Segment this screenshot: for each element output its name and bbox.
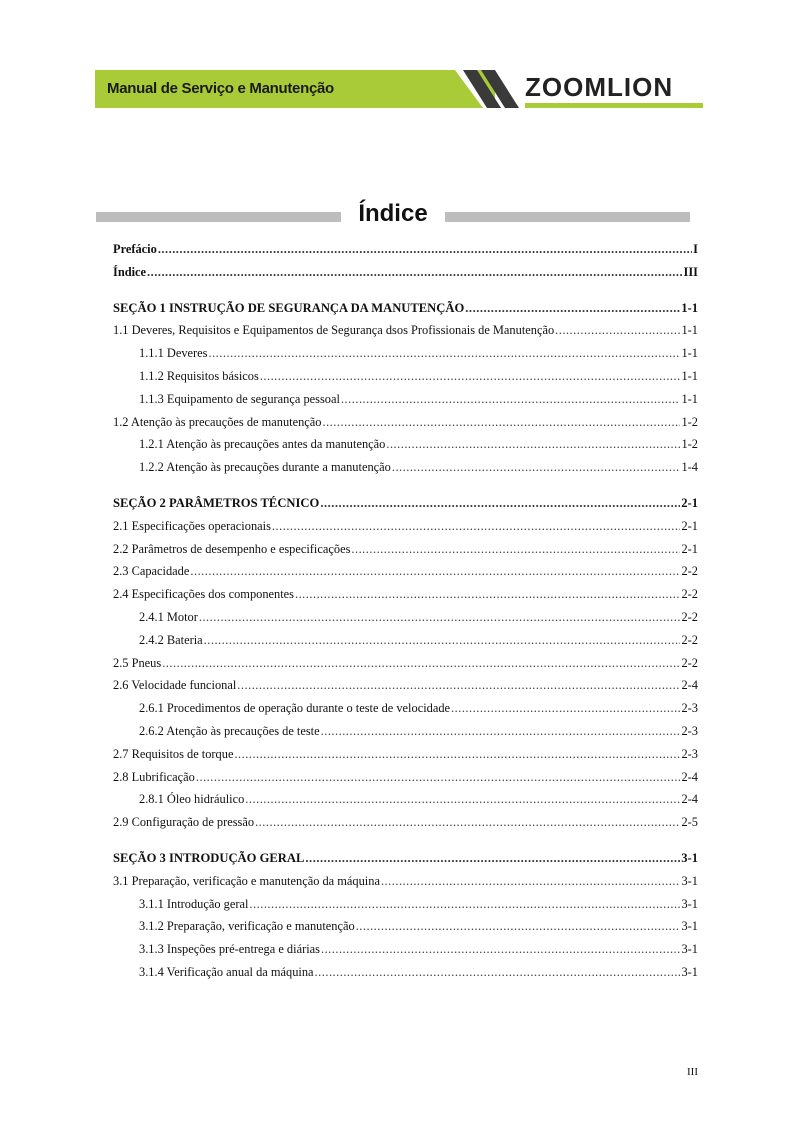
toc-entry-page: 2-2	[681, 564, 698, 579]
toc-leader-dots	[351, 542, 680, 557]
brand-name: ZOOMLION	[525, 72, 674, 102]
toc-leader-dots	[386, 437, 680, 452]
toc-entry-label: 2.6 Velocidade funcional	[113, 678, 237, 693]
toc-entry[interactable]	[113, 392, 698, 415]
toc-entry-page: 2-4	[681, 769, 698, 784]
toc-entry[interactable]	[113, 815, 698, 838]
toc-entry-label: 2.5 Pneus	[113, 655, 162, 670]
toc-entry[interactable]	[113, 747, 698, 770]
toc-entry-page: 1-1	[681, 368, 698, 383]
toc-leader-dots	[305, 851, 680, 866]
toc-entry[interactable]	[113, 242, 698, 265]
toc-entry-label: 2.8 Lubrificação	[113, 769, 195, 784]
toc-entry[interactable]	[113, 678, 698, 701]
toc-entry-label: 3.1.2 Preparação, verificação e manutenção	[139, 919, 355, 934]
toc-entry[interactable]	[113, 265, 698, 288]
toc-leader-dots	[162, 656, 680, 671]
toc-leader-dots	[204, 633, 681, 648]
toc-entry[interactable]	[113, 610, 698, 633]
toc-entry-label: 1.2 Atenção às precauções de manutenção	[113, 414, 322, 429]
toc-entry-page: 1-1	[681, 300, 698, 315]
toc-entry-page: 1-2	[681, 414, 698, 429]
toc-leader-dots	[465, 301, 680, 316]
toc-entry[interactable]	[113, 496, 698, 519]
toc-entry-page: 3-1	[681, 964, 698, 979]
toc-entry-page: 2-3	[681, 746, 698, 761]
toc-leader-dots	[381, 874, 681, 889]
toc-entry-label: 2.4.2 Bateria	[139, 632, 203, 647]
toc-entry-page: 1-1	[681, 391, 698, 406]
toc-entry-label: 2.2 Parâmetros de desempenho e especificações	[113, 541, 351, 556]
toc-entry-page: 2-3	[681, 723, 698, 738]
toc-entry[interactable]	[113, 701, 698, 724]
toc-entry-page: 3-1	[681, 896, 698, 911]
toc-entry-page: 1-1	[681, 323, 698, 338]
toc-entry-label: 1.1.3 Equipamento de segurança pessoal	[139, 391, 340, 406]
toc-leader-dots	[199, 610, 681, 625]
toc-entry-label: Índice	[113, 264, 147, 279]
toc-entry-label: 3.1.4 Verificação anual da máquina	[139, 964, 314, 979]
toc-leader-dots	[255, 815, 680, 830]
toc-entry-page: 2-4	[681, 792, 698, 807]
toc-entry-page: 1-4	[681, 460, 698, 475]
toc-entry-page: 2-2	[681, 632, 698, 647]
toc-entry-label: 1.2.2 Atenção às precauções durante a manutenção	[139, 460, 391, 475]
toc-entry[interactable]	[113, 519, 698, 542]
toc-entry-page: 3-1	[681, 850, 698, 865]
toc-entry-label: 3.1.1 Introdução geral	[139, 896, 249, 911]
page-number: III	[687, 1066, 698, 1078]
toc-leader-dots	[158, 242, 692, 257]
toc-entry-label: Prefácio	[113, 242, 157, 256]
header-title: Manual de Serviço e Manutenção	[107, 80, 334, 97]
toc-entry-page: 2-3	[681, 701, 698, 716]
toc-entry[interactable]	[113, 965, 698, 988]
toc-leader-dots	[272, 519, 681, 534]
toc-leader-dots	[196, 770, 681, 785]
toc-entry-label: 2.6.1 Procedimentos de operação durante o teste de velocidade	[139, 701, 451, 716]
toc-leader-dots	[321, 942, 681, 957]
toc-entry[interactable]	[113, 724, 698, 747]
toc-entry[interactable]	[113, 542, 698, 565]
toc-entry-label: 1.1 Deveres, Requisitos e Equipamentos de Segurança dsos Profissionais de Manutenção	[113, 323, 555, 338]
toc-entry-page: 3-1	[681, 873, 698, 888]
toc-entry[interactable]	[113, 851, 698, 874]
toc-leader-dots	[451, 701, 680, 716]
toc-entry-page: 2-2	[681, 587, 698, 602]
toc-leader-dots	[208, 346, 680, 361]
toc-entry[interactable]	[113, 587, 698, 610]
toc-entry-label: 3.1.3 Inspeções pré-entrega e diárias	[139, 942, 320, 957]
toc-entry-label: 2.7 Requisitos de torque	[113, 746, 234, 761]
toc-leader-dots	[392, 460, 681, 475]
toc-entry-page: 2-1	[681, 541, 698, 556]
toc-entry-label: 2.4.1 Motor	[139, 609, 198, 624]
toc-leader-dots	[315, 965, 681, 980]
toc-entry-page: 3-1	[681, 942, 698, 957]
toc-leader-dots	[341, 392, 681, 407]
toc-entry-page: 3-1	[681, 919, 698, 934]
toc-entry[interactable]	[113, 301, 698, 324]
header-underline	[525, 103, 703, 108]
toc-leader-dots	[322, 415, 680, 430]
toc-entry[interactable]	[113, 346, 698, 369]
table-of-contents	[113, 242, 698, 988]
toc-entry[interactable]	[113, 942, 698, 965]
toc-entry[interactable]	[113, 897, 698, 920]
toc-entry-label: 2.4 Especificações dos componentes	[113, 587, 294, 602]
page-header	[95, 70, 703, 108]
toc-leader-dots	[190, 564, 680, 579]
toc-entry[interactable]	[113, 415, 698, 438]
index-title-row	[96, 200, 690, 232]
toc-entry-label: SEÇÃO 1 INSTRUÇÃO DE SEGURANÇA DA MANUTENÇÃO	[113, 300, 465, 315]
toc-entry[interactable]	[113, 633, 698, 656]
toc-entry-label: 1.1.1 Deveres	[139, 346, 208, 361]
toc-leader-dots	[320, 496, 680, 511]
toc-entry[interactable]	[113, 792, 698, 815]
toc-entry-label: 2.8.1 Óleo hidráulico	[139, 792, 245, 807]
toc-entry-page: I	[693, 242, 698, 256]
toc-entry-page: 2-4	[681, 678, 698, 693]
toc-entry[interactable]	[113, 369, 698, 392]
toc-leader-dots	[249, 897, 680, 912]
toc-leader-dots	[356, 919, 681, 934]
toc-leader-dots	[321, 724, 681, 739]
toc-entry-page: 1-1	[681, 346, 698, 361]
toc-entry-label: 1.2.1 Atenção às precauções antes da manutenção	[139, 437, 386, 452]
toc-entry-page: 2-1	[681, 495, 698, 510]
page-title: Índice	[358, 200, 428, 227]
toc-entry-label: 2.1 Especificações operacionais	[113, 518, 271, 533]
toc-leader-dots	[237, 678, 680, 693]
toc-leader-dots	[260, 369, 681, 384]
toc-entry-label: 2.6.2 Atenção às precauções de teste	[139, 723, 320, 738]
toc-entry-page: 2-2	[681, 655, 698, 670]
toc-entry[interactable]	[113, 919, 698, 942]
title-bar-left	[96, 212, 341, 222]
toc-entry-label: 1.1.2 Requisitos básicos	[139, 368, 259, 383]
logo-stripes-icon	[455, 70, 525, 108]
toc-leader-dots	[555, 323, 680, 338]
toc-entry[interactable]	[113, 460, 698, 483]
toc-entry-page: 2-5	[681, 815, 698, 830]
toc-entry-page: 2-1	[681, 518, 698, 533]
toc-entry-label: SEÇÃO 3 INTRODUÇÃO GERAL	[113, 850, 305, 865]
toc-entry[interactable]	[113, 323, 698, 346]
toc-entry-page: 2-2	[681, 609, 698, 624]
toc-leader-dots	[234, 747, 680, 762]
toc-leader-dots	[147, 265, 682, 280]
toc-entry-page: 1-2	[681, 437, 698, 452]
toc-entry[interactable]	[113, 656, 698, 679]
toc-leader-dots	[295, 587, 680, 602]
toc-entry[interactable]	[113, 770, 698, 793]
title-bar-right	[445, 212, 690, 222]
toc-entry-label: SEÇÃO 2 PARÂMETROS TÉCNICO	[113, 495, 320, 510]
toc-entry[interactable]	[113, 437, 698, 460]
toc-entry[interactable]	[113, 564, 698, 587]
toc-entry-label: 2.9 Configuração de pressão	[113, 815, 255, 830]
toc-entry[interactable]	[113, 874, 698, 897]
toc-leader-dots	[245, 792, 680, 807]
toc-entry-label: 3.1 Preparação, verificação e manutenção da máquina	[113, 873, 380, 888]
toc-entry-label: 2.3 Capacidade	[113, 564, 190, 579]
toc-entry-page: III	[683, 264, 698, 279]
